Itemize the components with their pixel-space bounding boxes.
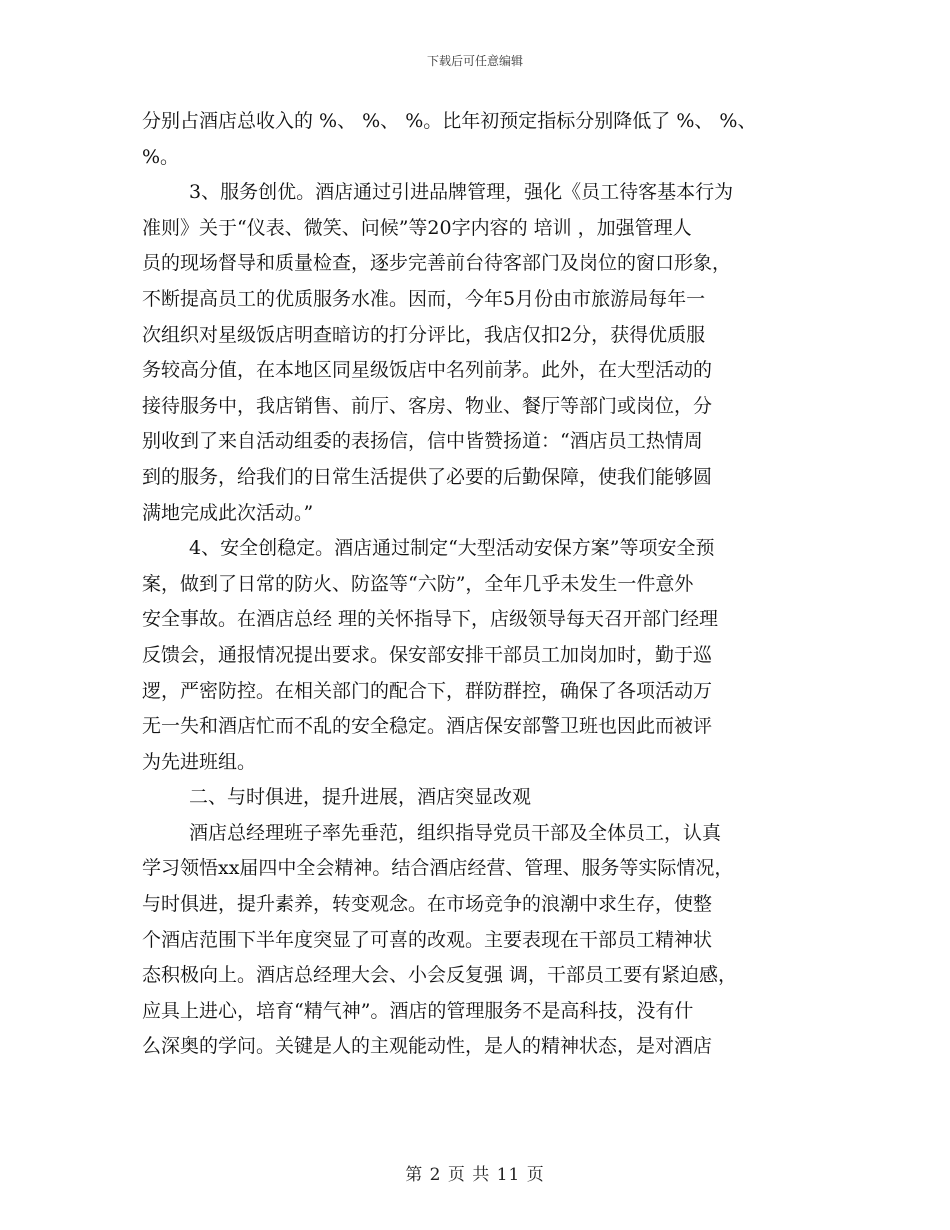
text-line: 不断提高员工的优质服务水准。因而，今年5月份由市旅游局每年一 <box>142 287 706 310</box>
text-line: 为先进班组。 <box>142 750 257 773</box>
text-line: 到的服务，给我们的日常生活提供了必要的后勤保障，使我们能够圆 <box>142 465 713 488</box>
text-line: %。 <box>142 145 180 168</box>
text-line: 案，做到了日常的防火、防盗等“六防”，全年几乎未发生一件意外 <box>142 572 694 595</box>
text-line: 么深奥的学问。关键是人的主观能动性，是人的精神状态，是对酒店 <box>142 1035 713 1058</box>
text-line: 无一失和酒店忙而不乱的安全稳定。酒店保安部警卫班也因此而被评 <box>142 715 713 738</box>
paragraph-first-line: 4、安全创稳定。酒店通过制定“大型活动安保方案”等项安全预 <box>189 537 715 560</box>
document-body <box>142 104 812 1065</box>
paragraph-first-line: 3、服务创优。酒店通过引进品牌管理，强化《员工待客基本行为 <box>189 181 734 204</box>
text-line: 接待服务中，我店销售、前厅、客房、物业、餐厅等部门或岗位，分 <box>142 394 713 417</box>
text-line: 态积极向上。酒店总经理大会、小会反复强 调，干部员工要有紧迫感， <box>142 964 738 987</box>
page-footer: 第 2 页 共 11 页 <box>405 1165 545 1185</box>
text-line: 准则》关于“仪表、微笑、问候”等20字内容的 培训 ，加强管理人 <box>142 216 692 239</box>
text-line: 逻，严密防控。在相关部门的配合下，群防群控，确保了各项活动万 <box>142 679 713 702</box>
page-header: 下载后可任意编辑 <box>426 54 523 68</box>
text-line: 分别占酒店总收入的 %、 %、 %。比年初预定指标分别降低了 %、 %、 <box>142 110 757 132</box>
text-line: 与时俱进，提升素养，转变观念。在市场竞争的浪潮中求生存，使整 <box>142 893 713 916</box>
text-line: 安全事故。在酒店总经 理的关怀指导下，店级领导每天召开部门经理 <box>142 608 719 631</box>
text-line: 务较高分值，在本地区同星级饭店中名列前茅。此外，在大型活动的 <box>142 359 713 382</box>
section-heading: 二、与时俱进，提升进展，酒店突显改观 <box>189 786 532 809</box>
text-line: 别收到了来自活动组委的表扬信，信中皆赞扬道：“酒店员工热情周 <box>142 430 703 453</box>
text-line: 员的现场督导和质量检查，逐步完善前台待客部门及岗位的窗口形象， <box>142 252 732 275</box>
paragraph-first-line: 酒店总经理班子率先垂范，组织指导党员干部及全体员工，认真 <box>189 821 722 844</box>
text-line: 次组织对星级饭店明查暗访的打分评比，我店仅扣2分，获得优质服 <box>142 323 706 346</box>
text-line: 满地完成此次活动。” <box>142 501 314 524</box>
text-line: 反馈会，通报情况提出要求。保安部安排干部员工加岗加时，勤于巡 <box>142 643 713 666</box>
text-line: 应具上进心，培育“精气神”。酒店的管理服务不是高科技，没有什 <box>142 999 694 1022</box>
text-line: 学习领悟xx届四中全会精神。结合酒店经营、管理、服务等实际情况， <box>142 857 734 880</box>
text-line: 个酒店范围下半年度突显了可喜的改观。主要表现在干部员工精神状 <box>142 928 713 951</box>
